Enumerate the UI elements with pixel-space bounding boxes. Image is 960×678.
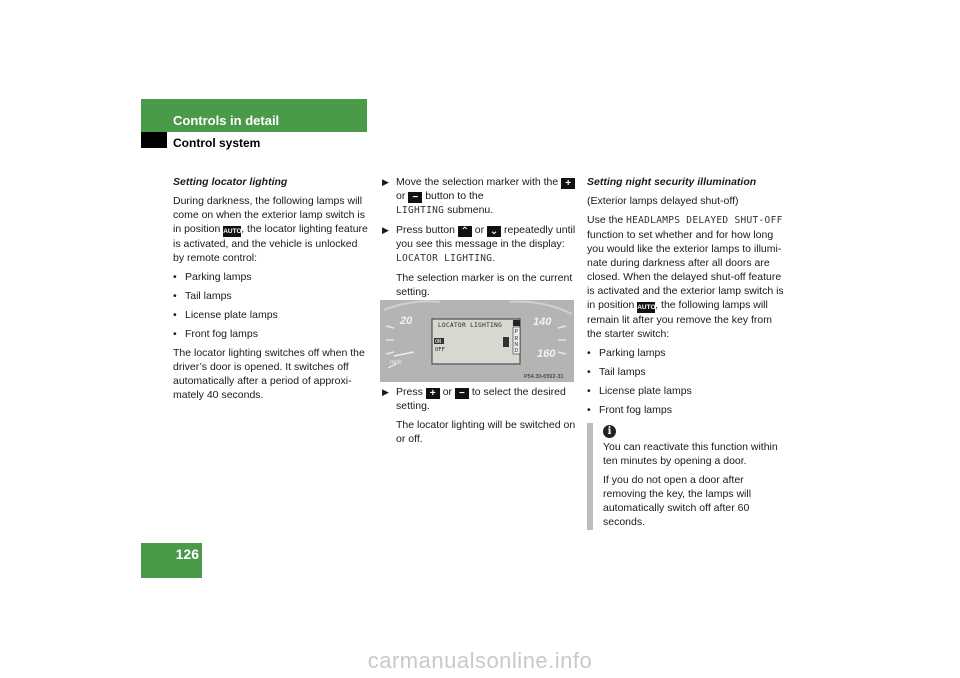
speed-160-label: 160 [537,348,556,360]
step-marker-icon: ▶ [382,387,389,397]
step-1: ▶ Move the selection marker with the + or − button to the LIGHTING submenu. [382,175,578,218]
list-item: • License plate lamps [173,308,369,322]
gear-r: R [514,336,519,342]
info-icon: i [603,425,616,438]
display-off: OFF [435,347,445,353]
plus-key-icon: + [426,388,440,399]
unit-label: mph [390,360,402,366]
column-steps [382,175,578,304]
gear-n: N [514,342,519,348]
column-night-security [587,175,787,422]
up-key-icon: ⌃ [458,226,472,237]
down-key-icon: ⌄ [487,226,501,237]
subheading: (Exterior lamps delayed shut-off) [587,195,739,207]
step-2-note: The selection marker is on the current setting. [396,272,573,298]
instrument-cluster-figure [380,300,574,382]
list-item: • Parking lamps [173,270,369,284]
plus-key-icon: + [561,178,575,189]
heading-night-security: Setting night security illumination [587,176,757,188]
minus-key-icon: − [455,388,469,399]
column-locator-lighting [173,175,369,407]
step-marker-icon: ▶ [382,177,389,187]
gear-d: D [514,348,519,354]
info-note [587,423,787,530]
step-2: ▶ Press button ⌃ or ⌄ repeatedly until you see this message in the display: LOCATOR LIGHTING. [382,224,576,264]
figure-code: P54.30-6592-31 [524,374,564,380]
watermark: carmanualsonline.info [367,648,593,673]
step-marker-icon: ▶ [382,225,389,235]
column-steps-continued [382,385,578,451]
intro-paragraph: During darkness, the following lamps will come on when the exterior lamp switch is in position AUTO, the locator lighting feature is activated, and the vehicle is unlocked by remote control: [173,195,368,264]
subsection-title: Control system [173,136,261,150]
night-security-paragraph: Use the HEADLAMPS DELAYED SHUT-OFF function to set whether and for how long you would like the exterior lamps to illumi-nate during darkness after all doors are closed. When the delayed shut-off feature is activated and the exterior lamp switch is in position AUTO, the following lamps will remain lit after you remove the key from the starter switch: [587,214,784,340]
step-3-note: The locator lighting will be switched on or off. [396,419,576,445]
list-item: • Tail lamps [587,365,787,379]
list-item: • Tail lamps [173,289,369,303]
speed-20-label: 20 [400,315,413,327]
display-on: ON [435,339,442,345]
page-number: 126 [175,546,199,562]
header-marker [141,132,167,148]
list-item: • Front fog lamps [173,327,369,341]
auto-switch-icon: AUTO [223,228,242,235]
auto-switch-icon: AUTO [637,304,656,311]
section-title: Controls in detail [173,113,280,128]
step-3: ▶ Press + or − to select the desired setting. [382,386,566,412]
display-title: LOCATOR LIGHTING [438,322,503,329]
list-item: • Front fog lamps [587,403,787,417]
heading-locator-lighting: Setting locator lighting [173,176,288,188]
function-name: HEADLAMPS DELAYED SHUT-OFF [626,215,783,226]
outro-paragraph: The locator lighting switches off when the driver’s door is opened. It switches off automatically after a period of approxi-mately 40 seconds. [173,347,365,401]
menu-lighting: LIGHTING [396,205,445,216]
note-text [603,440,783,534]
display-message: LOCATOR LIGHTING [396,253,493,264]
gear-p: P [514,329,518,335]
list-item: • License plate lamps [587,384,787,398]
list-item: • Parking lamps [587,346,787,360]
note-paragraph-1: You can reactivate this function within ten minutes by opening a door. [603,441,778,467]
note-paragraph-2: If you do not open a door after removing the key, the lamps will automatically switch off after 60 seconds. [603,474,752,528]
note-bar [587,423,593,530]
speed-140-label: 140 [533,316,552,328]
minus-key-icon: − [408,192,422,203]
